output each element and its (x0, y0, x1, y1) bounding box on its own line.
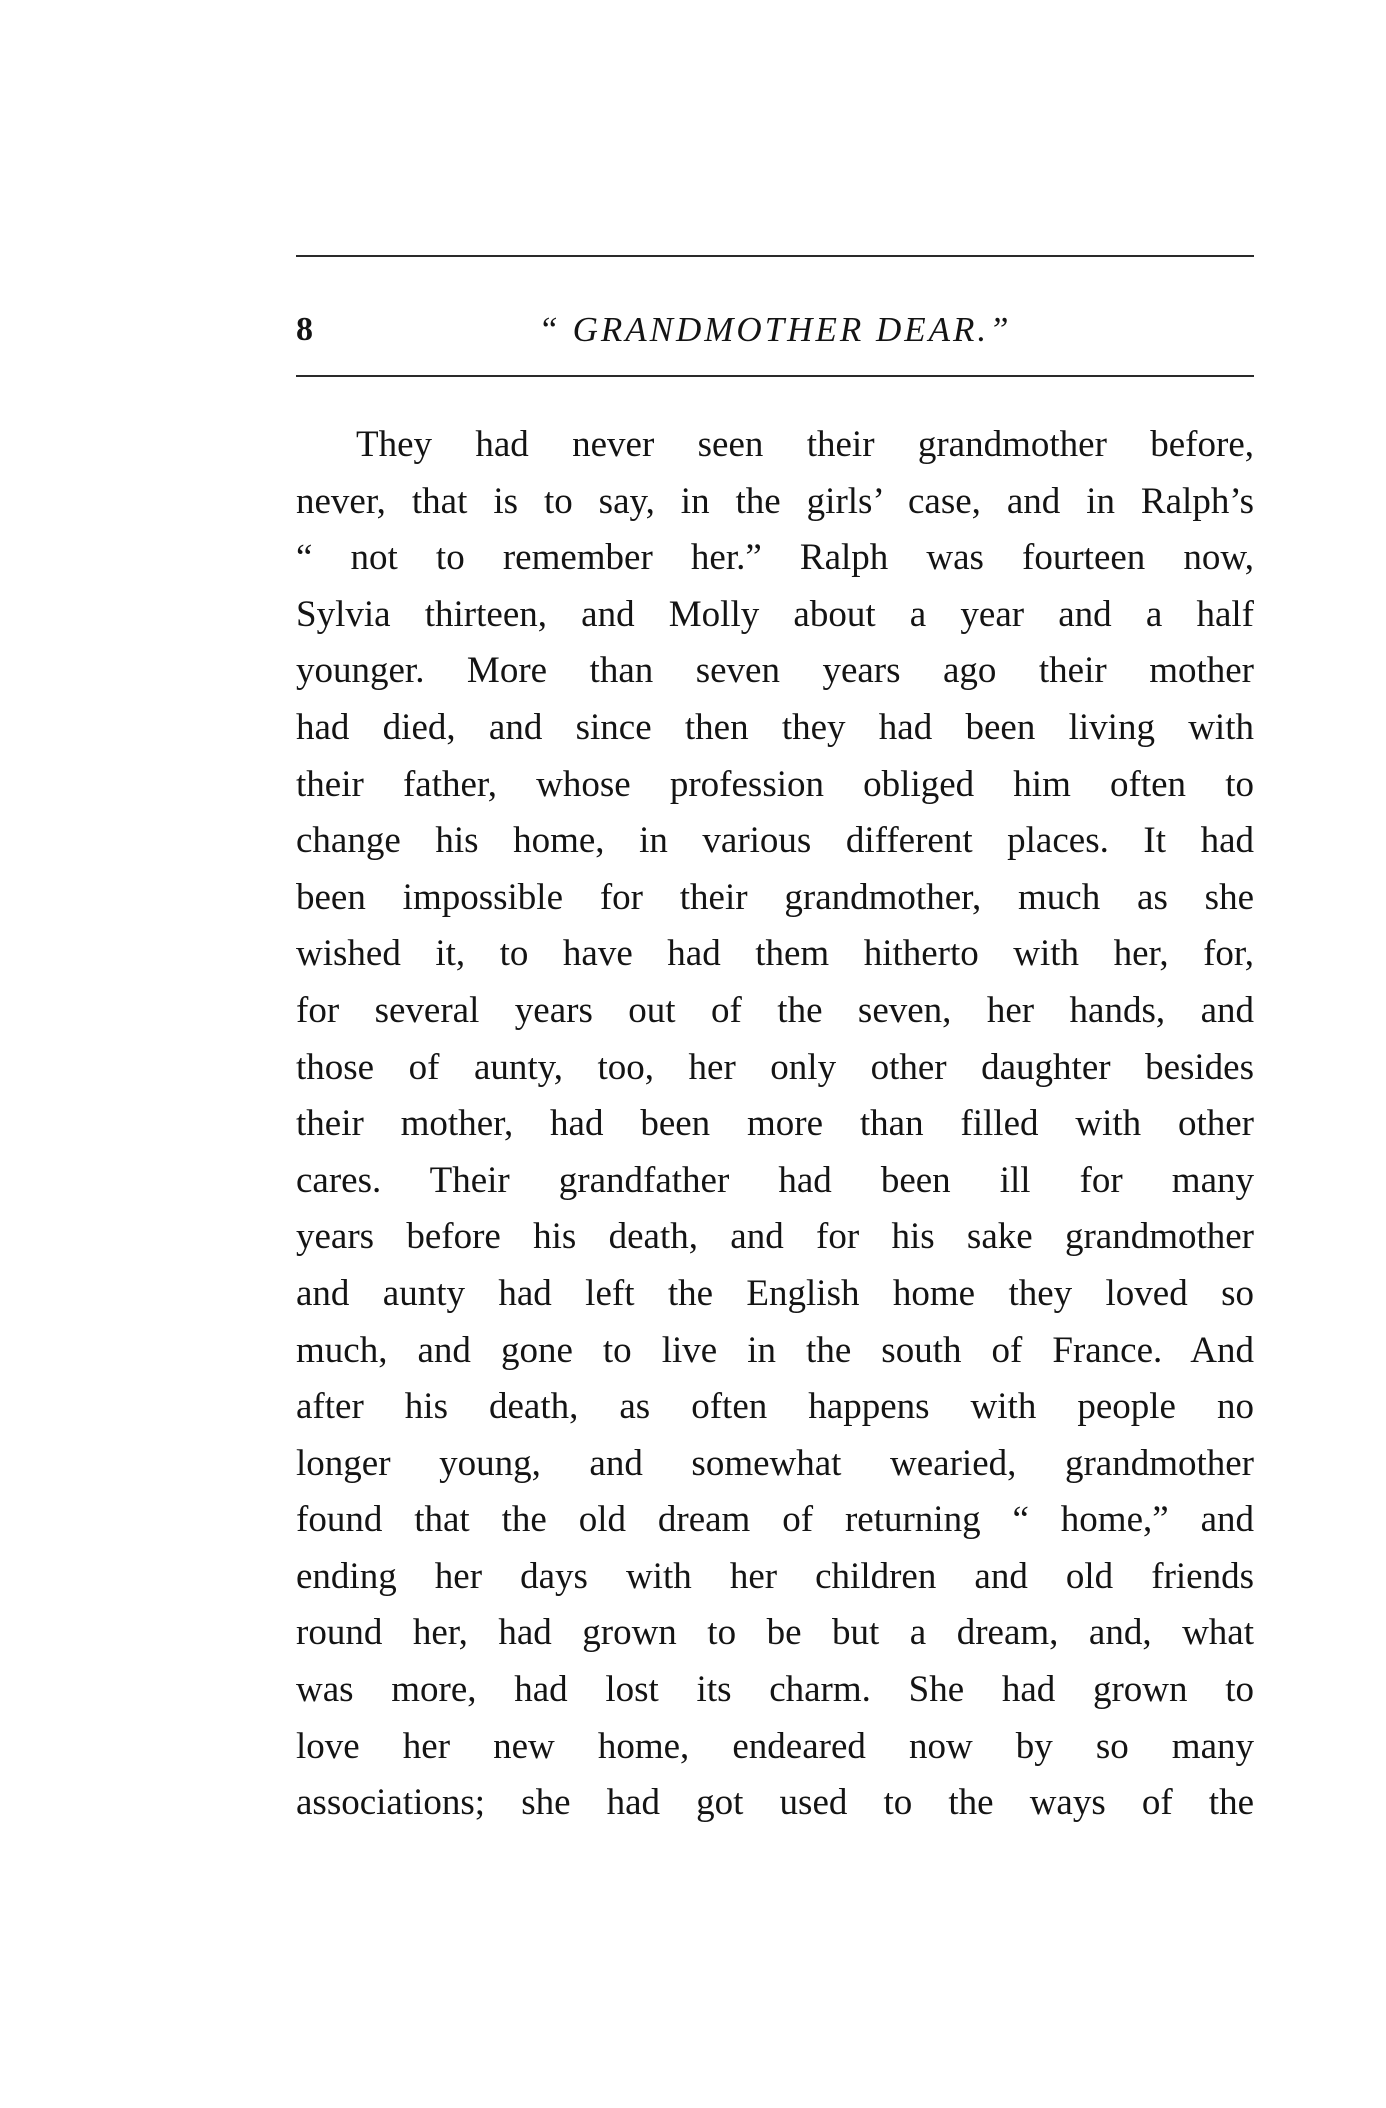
text-line: and aunty had left the English home they loved so (296, 1272, 1254, 1314)
top-rule (296, 255, 1254, 257)
text-line: cares. Their grandfather had been ill for many (296, 1159, 1254, 1201)
text-line: younger. More than seven years ago their mother (296, 650, 1254, 692)
text-line: round her, had grown to be but a dream, and, what (296, 1612, 1254, 1654)
text-line: those of aunty, too, her only other daughter besides (296, 1046, 1254, 1088)
text-line: for several years out of the seven, her hands, and (296, 989, 1254, 1031)
text-line: ending her days with her children and old friends (296, 1555, 1254, 1597)
page-number: 8 (296, 311, 313, 348)
text-line: much, and gone to live in the south of France. And (296, 1329, 1254, 1371)
text-line: had died, and since then they had been living with (296, 706, 1254, 748)
text-line: associations; she had got used to the ways of the (296, 1782, 1254, 1824)
text-line: They had never seen their grandmother before, (356, 424, 1254, 465)
text-line: love her new home, endeared now by so many (296, 1725, 1254, 1767)
text-line: found that the old dream of returning “ home,” and (296, 1499, 1254, 1541)
text-line: their father, whose profession obliged him often to (296, 763, 1254, 805)
text-line: Sylvia thirteen, and Molly about a year and a half (296, 593, 1254, 635)
text-line: been impossible for their grandmother, much as she (296, 876, 1254, 918)
header-rule (296, 375, 1254, 377)
text-line: “ not to remember her.” Ralph was fourteen now, (296, 537, 1254, 579)
body-paragraph (296, 417, 1254, 1832)
text-line: never, that is to say, in the girls’ case, and in Ralph’s (296, 480, 1254, 522)
text-line: change his home, in various different places. It had (296, 820, 1254, 862)
text-line: was more, had lost its charm. She had grown to (296, 1669, 1254, 1711)
text-line: their mother, had been more than filled with other (296, 1103, 1254, 1145)
text-line: wished it, to have had them hitherto with her, for, (296, 933, 1254, 975)
text-line: after his death, as often happens with people no (296, 1386, 1254, 1428)
text-line: years before his death, and for his sake grandmother (296, 1216, 1254, 1258)
running-title: “ GRANDMOTHER DEAR.” (538, 310, 1012, 349)
running-head (296, 305, 1254, 355)
text-line: longer young, and somewhat wearied, grandmother (296, 1442, 1254, 1484)
